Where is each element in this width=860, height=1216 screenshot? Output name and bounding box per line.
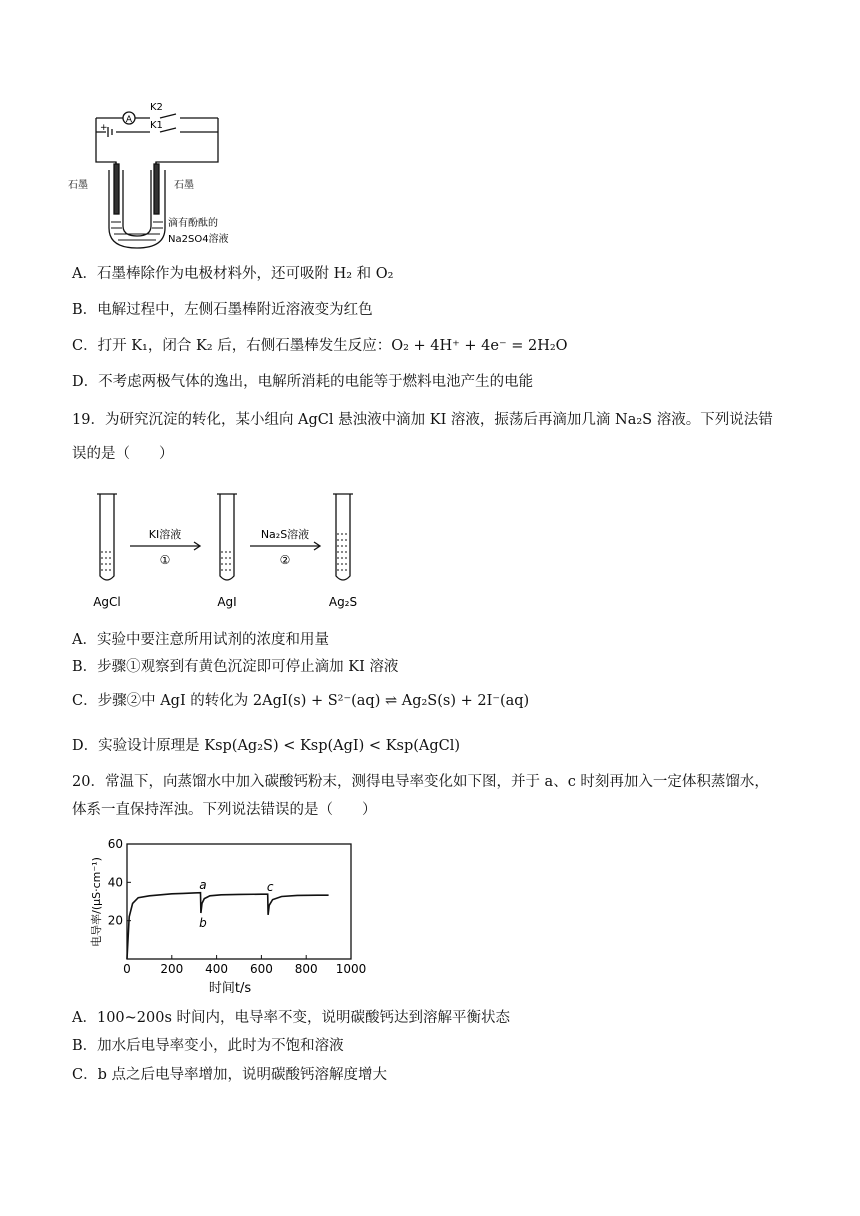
x-tick-label: 400	[205, 962, 229, 976]
q20-stem-line2: 体系一直保持浑浊。下列说法错误的是（ ）	[72, 802, 377, 818]
svg-text:+: +	[100, 123, 108, 133]
y-tick-label: 40	[107, 875, 123, 890]
q19-option-b: B．步骤①观察到有黄色沉淀即可停止滴加 KI 溶液	[72, 659, 399, 675]
electrolysis-figure	[68, 100, 268, 250]
q19-option-c: C．步骤②中 AgI 的转化为 2AgI(s) + S²⁻(aq) ⇌ Ag₂S(s) + 2I⁻(aq)	[72, 693, 530, 709]
x-tick-label: 800	[294, 962, 318, 976]
arrow2-bottom-label: ②	[279, 553, 291, 567]
tube2-label: AgI	[217, 595, 237, 609]
q20-stem-line1: 20．常温下，向蒸馏水中加入碳酸钙粉末，测得电导率变化如下图，并于 a、c 时刻再加入一定体积蒸馏水，	[72, 774, 769, 790]
graphite-right-label: 石墨	[174, 180, 194, 191]
precipitate-conversion-figure	[80, 488, 380, 613]
q18-option-a: A．石墨棒除作为电极材料外，还可吸附 H₂ 和 O₂	[72, 266, 394, 282]
switch-k2-label: K2	[150, 102, 163, 113]
q18-option-b: B．电解过程中，左侧石墨棒附近溶液变为红色	[72, 302, 373, 318]
q19-option-d: D．实验设计原理是 Ksp(Ag₂S) < Ksp(AgI) < Ksp(AgCl)	[72, 738, 461, 754]
arrow1-bottom-label: ①	[159, 553, 171, 567]
annotation-b: b	[199, 916, 207, 930]
x-tick-label: 600	[249, 962, 273, 976]
q18-option-d: D．不考虑两极气体的逸出，电解所消耗的电能等于燃料电池产生的电能	[72, 374, 534, 390]
x-tick-label: 1000	[335, 962, 367, 976]
switch-k1-label: K1	[150, 120, 163, 131]
y-tick-label: 60	[107, 837, 123, 851]
conductivity-chart	[80, 830, 380, 995]
y-tick-label: 20	[107, 913, 123, 928]
tube1-label: AgCl	[93, 595, 121, 609]
plot-frame	[127, 844, 351, 959]
ammeter-label: A	[125, 115, 133, 125]
graphite-left-label: 石墨	[68, 180, 88, 191]
tube3-label: Ag₂S	[328, 595, 358, 609]
q20-option-b: B．加水后电导率变小，此时为不饱和溶液	[72, 1038, 344, 1054]
y-axis-label: 电导率/(μS·cm⁻¹)	[90, 857, 103, 947]
q20-option-a: A．100~200s 时间内，电导率不变，说明碳酸钙达到溶解平衡状态	[72, 1010, 511, 1026]
solution-label-1: 滴有酚酞的	[168, 218, 218, 229]
q18-option-c: C．打开 K₁，闭合 K₂ 后，右侧石墨棒发生反应：O₂ + 4H⁺ + 4e⁻ = 2H₂O	[72, 338, 568, 354]
conductivity-series-line	[127, 893, 329, 959]
q19-stem-line1: 19．为研究沉淀的转化，某小组向 AgCl 悬浊液中滴加 KI 溶液，振荡后再滴加几滴 Na₂S 溶液。下列说法错	[72, 412, 773, 428]
annotation-c: c	[266, 879, 274, 894]
annotation-a: a	[199, 877, 207, 892]
arrow2-top-label: Na₂S溶液	[260, 528, 310, 541]
x-axis-label: 时间t/s	[208, 981, 252, 995]
q20-option-c: C．b 点之后电导率增加，说明碳酸钙溶解度增大	[72, 1067, 387, 1083]
x-tick-label: 0	[123, 962, 131, 976]
q19-stem-line2: 误的是（ ）	[72, 446, 174, 462]
q19-option-a: A．实验中要注意所用试剂的浓度和用量	[72, 632, 329, 648]
arrow1-top-label: KI溶液	[148, 528, 182, 541]
solution-label-2: Na2SO4溶液	[168, 234, 229, 245]
x-tick-label: 200	[160, 962, 184, 976]
